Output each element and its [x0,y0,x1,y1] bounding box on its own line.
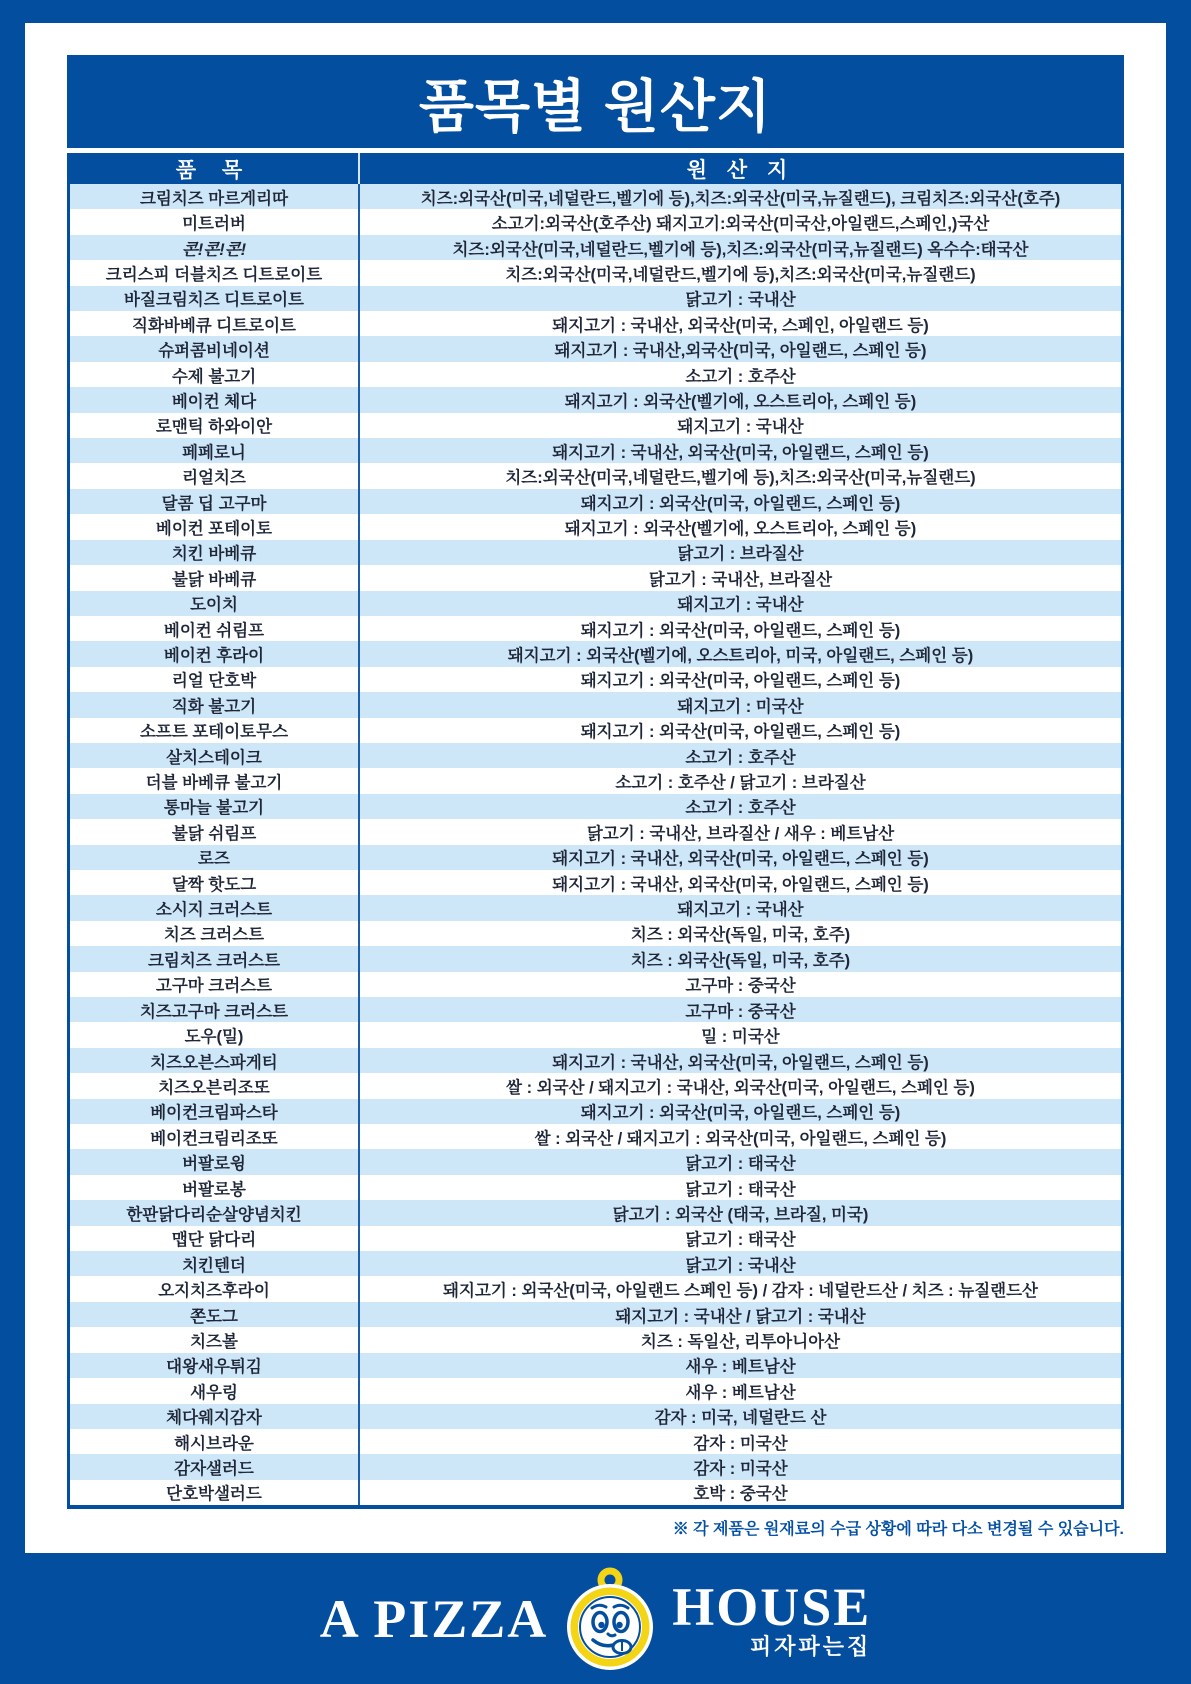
table-row [70,489,1121,514]
table-row [70,641,1121,666]
table-row [70,743,1121,768]
table-row [70,286,1121,311]
item-name-cell: 베이컨크림파스타 [70,1099,360,1124]
item-name-cell: 치킨 바베큐 [70,540,360,565]
table-row [70,692,1121,717]
item-name-cell: 감자샐러드 [70,1454,360,1479]
table-row [70,336,1121,361]
table-row [70,819,1121,844]
origin-cell: 소고기 : 호주산 [685,367,796,386]
origin-cell: 닭고기 : 국내산, 브라질산 / 새우 : 베트남산 [586,824,895,843]
table-body [70,184,1121,1505]
item-name-cell: 달짝 핫도그 [70,870,360,895]
table-row [70,1429,1121,1454]
table-row [70,463,1121,488]
table-row [70,1251,1121,1276]
origin-cell: 치즈:외국산(미국,네덜란드,벨기에 등),치즈:외국산(미국,뉴질랜드) [505,469,976,488]
table-row [70,895,1121,920]
table-row [70,794,1121,819]
origin-cell: 쌀 : 외국산 / 돼지고기 : 국내산, 외국산(미국, 아일랜드, 스페인 등) [506,1078,975,1097]
logo-subtitle: 피자파는집 [750,1633,872,1659]
table-row [70,260,1121,285]
origin-cell: 고구마 : 중국산 [685,1002,796,1021]
table-row [70,1099,1121,1124]
origin-cell: 돼지고기 : 국내산 [677,901,804,920]
item-name-cell: 직화 불고기 [70,692,360,717]
table-row [70,768,1121,793]
logo-band [0,1553,1191,1684]
item-name-cell: 소시지 크러스트 [70,895,360,920]
origin-cell: 감자 : 미국산 [693,1460,788,1479]
origin-cell: 치즈:외국산(미국,네덜란드,벨기에 등),치즈:외국산(미국,뉴질랜드), 크림치즈:외국산(호주) [420,189,1061,208]
table-row [70,514,1121,539]
item-name-cell: 베이컨 쉬림프 [70,616,360,641]
item-name-cell: 콘!콘!콘! [70,235,360,260]
origin-cell: 돼지고기 : 외국산(미국, 아일랜드, 스페인 등) [580,723,901,742]
item-name-cell: 치즈고구마 크러스트 [70,997,360,1022]
item-name-cell: 새우링 [70,1378,360,1403]
origin-cell: 돼지고기 : 외국산(미국, 아일랜드, 스페인 등) [580,1104,901,1123]
origin-cell: 치즈 : 외국산(독일, 미국, 호주) [630,926,851,945]
pizza-house-mascot-icon [564,1567,656,1671]
table-row [70,362,1121,387]
origin-cell: 닭고기 : 태국산 [685,1180,796,1199]
origin-cell: 소고기 : 호주산 / 닭고기 : 브라질산 [615,774,866,793]
origin-cell: 치즈 : 독일산, 리투아니아산 [640,1332,841,1351]
item-name-cell: 바질크림치즈 디트로이트 [70,286,360,311]
origin-cell: 돼지고기 : 국내산, 외국산(미국, 아일랜드, 스페인 등) [552,875,929,894]
item-name-cell: 통마늘 불고기 [70,794,360,819]
column-header-origin: 원 산 지 [686,158,795,182]
table-row [70,616,1121,641]
page-title: 품목별 원산지 [418,74,773,139]
item-name-cell: 베이컨 후라이 [70,641,360,666]
item-name-cell: 불닭 쉬림프 [70,819,360,844]
item-name-cell: 더블 바베큐 불고기 [70,768,360,793]
table-row [70,667,1121,692]
origin-cell: 돼지고기 : 외국산(미국, 아일랜드 스페인 등) / 감자 : 네덜란드산 / 치즈 : 뉴질랜드산 [443,1282,1038,1301]
table-header-row [70,153,1121,184]
item-name-cell: 오지치즈후라이 [70,1276,360,1301]
origin-cell: 돼지고기 : 국내산 / 닭고기 : 국내산 [615,1307,866,1326]
table-row [70,209,1121,234]
item-name-cell: 수제 불고기 [70,362,360,387]
title-band [67,55,1124,148]
logo-text-house: HOUSE [672,1576,872,1637]
item-name-cell: 버팔로봉 [70,1175,360,1200]
item-name-cell: 크림치즈 마르게리따 [70,184,360,209]
origin-cell: 닭고기 : 국내산 [685,291,796,310]
origin-cell: 고구마 : 중국산 [685,977,796,996]
item-name-cell: 대왕새우튀김 [70,1353,360,1378]
table-row [70,1124,1121,1149]
origin-cell: 소고기 : 호주산 [685,799,796,818]
item-name-cell: 도이치 [70,591,360,616]
item-name-cell: 리얼치즈 [70,463,360,488]
origin-cell: 돼지고기 : 국내산,외국산(미국, 아일랜드, 스페인 등) [554,342,927,361]
origin-cell: 돼지고기 : 국내산, 외국산(미국, 아일랜드, 스페인 등) [552,850,929,869]
table-row [70,1404,1121,1429]
table-row [70,1048,1121,1073]
item-name-cell: 슈퍼콤비네이션 [70,336,360,361]
table-row [70,413,1121,438]
table-row [70,1327,1121,1352]
origin-cell: 치즈 : 외국산(독일, 미국, 호주) [630,951,851,970]
table-row [70,1175,1121,1200]
item-name-cell: 한판닭다리순살양념치킨 [70,1200,360,1225]
origin-cell: 닭고기 : 외국산 (태국, 브라질, 미국) [612,1205,869,1224]
item-name-cell: 불닭 바베큐 [70,565,360,590]
origin-cell: 돼지고기 : 외국산(벨기에, 오스트리아, 미국, 아일랜드, 스페인 등) [507,647,974,666]
table-row [70,1073,1121,1098]
item-name-cell: 달콤 딥 고구마 [70,489,360,514]
item-name-cell: 도우(밀) [70,1022,360,1047]
item-name-cell: 크림치즈 크러스트 [70,946,360,971]
table-row [70,235,1121,260]
origin-table [67,153,1124,1509]
origin-cell: 돼지고기 : 국내산, 외국산(미국, 아일랜드, 스페인 등) [552,1053,929,1072]
table-row [70,1200,1121,1225]
item-name-cell: 치즈오븐리조또 [70,1073,360,1098]
column-header-item: 품 목 [70,153,360,184]
origin-cell: 새우 : 베트남산 [685,1383,796,1402]
origin-cell: 감자 : 미국, 네덜란드 산 [654,1409,827,1428]
origin-cell: 돼지고기 : 국내산, 외국산(미국, 스페인, 아일랜드 등) [552,316,929,335]
table-row [70,1353,1121,1378]
table-row [70,1378,1121,1403]
origin-cell: 돼지고기 : 미국산 [677,697,804,716]
footnote: ※ 각 제품은 원재료의 수급 상황에 따라 다소 변경될 수 있습니다. [672,1521,1124,1538]
item-name-cell: 로즈 [70,845,360,870]
origin-cell: 돼지고기 : 외국산(미국, 아일랜드, 스페인 등) [580,621,901,640]
origin-cell: 호박 : 중국산 [693,1485,788,1504]
origin-cell: 돼지고기 : 외국산(미국, 아일랜드, 스페인 등) [580,672,901,691]
origin-cell: 돼지고기 : 국내산, 외국산(미국, 아일랜드, 스페인 등) [552,443,929,462]
item-name-cell: 베이컨 체다 [70,387,360,412]
table-row [70,972,1121,997]
origin-cell: 치즈:외국산(미국,네덜란드,벨기에 등),치즈:외국산(미국,뉴질랜드) 옥수수:태국산 [452,240,1029,259]
origin-cell: 돼지고기 : 국내산 [677,596,804,615]
item-name-cell: 로맨틱 하와이안 [70,413,360,438]
table-row [70,1302,1121,1327]
item-name-cell: 페페로니 [70,438,360,463]
table-row [70,997,1121,1022]
logo-text-a-pizza: A PIZZA [319,1588,549,1649]
origin-cell: 돼지고기 : 국내산 [677,418,804,437]
origin-cell: 닭고기 : 국내산 [685,1256,796,1275]
item-name-cell: 치즈 크러스트 [70,921,360,946]
origin-cell: 닭고기 : 브라질산 [677,545,804,564]
origin-cell: 쌀 : 외국산 / 돼지고기 : 외국산(미국, 아일랜드, 스페인 등) [534,1129,947,1148]
table-row [70,1226,1121,1251]
table-row [70,591,1121,616]
table-row [70,184,1121,209]
item-name-cell: 직화바베큐 디트로이트 [70,311,360,336]
origin-cell: 소고기:외국산(호주산) 돼지고기:외국산(미국산,아일랜드,스페인,)국산 [491,215,990,234]
item-name-cell: 고구마 크러스트 [70,972,360,997]
table-row [70,946,1121,971]
item-name-cell: 치즈볼 [70,1327,360,1352]
origin-cell: 소고기 : 호주산 [685,748,796,767]
origin-cell: 돼지고기 : 외국산(벨기에, 오스트리아, 스페인 등) [564,392,917,411]
origin-cell: 감자 : 미국산 [693,1434,788,1453]
item-name-cell: 버팔로윙 [70,1149,360,1174]
origin-cell: 돼지고기 : 외국산(벨기에, 오스트리아, 스페인 등) [564,519,917,538]
item-name-cell: 리얼 단호박 [70,667,360,692]
item-name-cell: 베이컨 포테이토 [70,514,360,539]
item-name-cell: 단호박샐러드 [70,1480,360,1505]
origin-cell: 닭고기 : 태국산 [685,1155,796,1174]
table-row [70,540,1121,565]
item-name-cell: 소프트 포테이토무스 [70,718,360,743]
origin-cell: 새우 : 베트남산 [685,1358,796,1377]
table-row [70,1149,1121,1174]
table-row [70,1454,1121,1479]
table-row [70,1480,1121,1505]
item-name-cell: 맵단 닭다리 [70,1226,360,1251]
item-name-cell: 치즈오븐스파게티 [70,1048,360,1073]
item-name-cell: 해시브라운 [70,1429,360,1454]
item-name-cell: 치킨텐더 [70,1251,360,1276]
table-row [70,1022,1121,1047]
table-row [70,387,1121,412]
table-row [70,718,1121,743]
origin-cell: 밀 : 미국산 [701,1028,780,1047]
table-row [70,311,1121,336]
origin-cell: 닭고기 : 태국산 [685,1231,796,1250]
item-name-cell: 미트러버 [70,209,360,234]
item-name-cell: 쫀도그 [70,1302,360,1327]
item-name-cell: 크리스피 더블치즈 디트로이트 [70,260,360,285]
item-name-cell: 베이컨크림리조또 [70,1124,360,1149]
origin-cell: 치즈:외국산(미국,네덜란드,벨기에 등),치즈:외국산(미국,뉴질랜드) [505,265,976,284]
table-row [70,1276,1121,1301]
table-row [70,870,1121,895]
origin-cell: 돼지고기 : 외국산(미국, 아일랜드, 스페인 등) [580,494,901,513]
table-row [70,845,1121,870]
table-row [70,921,1121,946]
origin-cell: 닭고기 : 국내산, 브라질산 [648,570,833,589]
item-name-cell: 살치스테이크 [70,743,360,768]
table-row [70,438,1121,463]
item-name-cell: 체다웨지감자 [70,1404,360,1429]
table-row [70,565,1121,590]
